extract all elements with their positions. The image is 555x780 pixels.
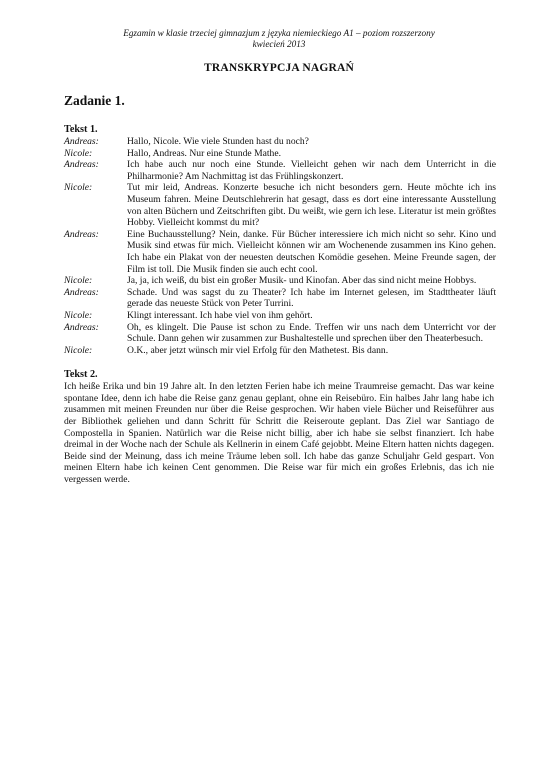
document-title: TRANSKRYPCJA NAGRAŃ: [203, 62, 355, 74]
utterance: Hallo, Nicole. Wie viele Stunden hast du noch?: [127, 136, 309, 147]
speaker-name: Andreas:: [64, 136, 99, 147]
utterance: Tut mir leid, Andreas. Konzerte besuche ich nicht besonders gern. Heute möchte ich ins Museum fahren. Meine Deutschlehrerin hat gesagt, dass es dort eine interessante Ausstellung von alten Büchern und Zeitschriften gibt. Du weißt, wie gern ich lese. Literatur ist mein größtes Hobby. Vielleicht kommst du mit?: [127, 182, 496, 229]
dialog-line: [64, 310, 496, 322]
dialog-line: [64, 275, 496, 287]
utterance: O.K., aber jetzt wünsch mir viel Erfolg für den Mathetest. Bis dann.: [127, 344, 389, 356]
utterance: Oh, es klingelt. Die Pause ist schon zu Ende. Treffen wir uns nach dem Unterricht vor der Schule. Dann gehen wir zusammen zur Bushaltestelle und sprechen über den Theaterbesuch.: [127, 321, 496, 345]
section-heading: Zadanie 1.: [64, 93, 125, 108]
dialog-line: [64, 322, 496, 345]
exam-header: [64, 28, 494, 50]
speaker-name: Nicole:: [64, 344, 93, 356]
exam-header-line2: kwiecień 2013: [252, 39, 306, 49]
utterance: Eine Buchausstellung? Nein, danke. Für Bücher interessiere ich mich nicht so sehr. Kino und Musik sind etwas für mich. Vielleicht können wir am Wochenende zusammen ins Kino gehen. Ich habe ein Plakat von der neuesten deutschen Komödie gesehen. Meine Freunde sagen, der Film ist toll. Die Musik finden sie auch echt cool.: [127, 228, 496, 275]
dialog-line: [64, 229, 496, 275]
dialog-line: [64, 287, 496, 310]
speaker-name: Andreas:: [64, 321, 99, 333]
utterance: Klingt interessant. Ich habe viel von ihm gehört.: [127, 309, 313, 321]
exam-header-line1: Egzamin w klasie trzeciej gimnazjum z języka niemieckiego A1 – poziom rozszerzony: [123, 28, 435, 38]
text2-heading: Tekst 2.: [64, 369, 98, 381]
speaker-name: Andreas:: [64, 228, 99, 240]
dialog-line: [64, 136, 496, 148]
speaker-name: Nicole:: [64, 309, 93, 321]
speaker-name: Nicole:: [64, 182, 93, 194]
text1-heading: Tekst 1.: [64, 124, 98, 135]
utterance: Schade. Und was sagst du zu Theater? Ich habe im Internet gelesen, im Stadttheater läuft gerade das neueste Stück von Peter Turrini.: [127, 286, 496, 310]
dialog-line: [64, 182, 496, 228]
dialog-line: [64, 345, 496, 357]
speaker-name: Nicole:: [64, 147, 93, 159]
dialog-transcript: [64, 136, 496, 356]
dialog-line: [64, 148, 496, 160]
speaker-name: Andreas:: [64, 159, 99, 171]
utterance: Hallo, Andreas. Nur eine Stunde Mathe.: [127, 147, 281, 159]
dialog-line: [64, 159, 496, 182]
text2-paragraph: Ich heiße Erika und bin 19 Jahre alt. In den letzten Ferien habe ich meine Traumreise gemacht. Das war keine spontane Idee, denn ich habe die Reise ganz genau geplant, ohne ein Reisebüro. Ein halbes Jahr lang habe ich zusammen mit meinen Freunden nur über die Reise gesprochen. Wir haben viele Bücher und Reiseführer aus der Bibliothek geliehen und dann Schritt für Schritt die Reiseroute geplant. Das Ziel war Santiago de Compostella in Spanien. Natürlich war die Reise nicht billig, aber ich habe sie selbst finanziert. Ich habe dreimal in der Woche nach der Schule als Kellnerin in einem Café gejobbt. Meine Eltern hatten nichts dagegen. Beide sind der Meinung, dass ich meine Träume leben soll. Ich habe das ganze Schuljahr Geld gespart. Von meinen Eltern habe ich keinen Cent genommen. Die Reise war für mich ein großes Erlebnis, das ich nie vergessen werde.: [64, 381, 494, 486]
utterance: Ich habe auch nur noch eine Stunde. Vielleicht gehen wir nach dem Unterricht in die Philharmonie? Am Nachmittag ist das Frühlingskonzert.: [127, 159, 496, 182]
speaker-name: Andreas:: [64, 286, 99, 298]
speaker-name: Nicole:: [64, 275, 93, 287]
utterance: Ja, ja, ich weiß, du bist ein großer Musik- und Kinofan. Aber das sind nicht meine Hobbys.: [127, 275, 477, 287]
